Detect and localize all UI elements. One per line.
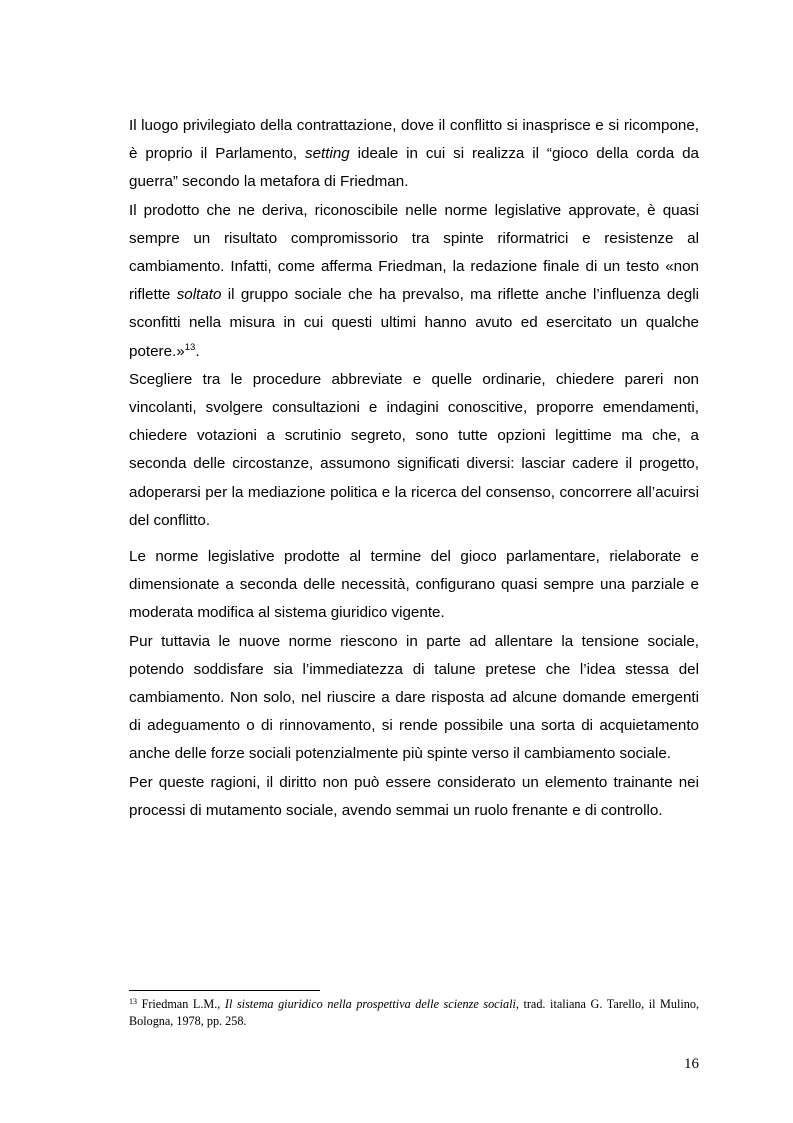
body-text bbox=[129, 112, 699, 825]
paragraph-1-emphasis: setting bbox=[305, 145, 350, 163]
footnote-number: 13 bbox=[129, 997, 137, 1006]
paragraph-3: Scegliere tra le procedure abbreviate e quelle ordinarie, chiedere pareri non vincolanti, svolgere consultazioni e indagini conoscitive, proporre emendamenti, chiedere votazioni a scrutinio segreto, sono tutte opzioni legittime ma che, a seconda delle circostanze, assumono significati diversi: lasciar cadere il progetto, adoperarsi per la mediazione politica e la ricerca del consenso, concorrere all’acuirsi del conflitto. bbox=[129, 370, 699, 529]
paragraph-4: Le norme legislative prodotte al termine del gioco parlamentare, rielaborate e dimensionate a seconda delle necessità, configurano quasi sempre una parziale e moderata modifica al sistema giuridico vigente. bbox=[129, 548, 699, 622]
footnote-author: Friedman L.M., bbox=[137, 997, 225, 1011]
paragraph-2-text-start: Il prodotto che ne deriva, riconoscibile nelle norme legislative approvate, è quasi sempre un risultato compromissorio tra spinte riformatrici e resistenze al cambiamento. Infatti, come afferma Friedman, la redazione finale di un testo «non riflette bbox=[129, 201, 699, 304]
paragraph-5: Pur tuttavia le nuove norme riescono in parte ad allentare la tensione sociale, potendo soddisfare sia l’immediatezza di talune pretese che l’idea stessa del cambiamento. Non solo, nel riuscire a dare risposta ad alcune domande emergenti di adeguamento o di rinnovamento, si rende possibile una sorta di acquietamento anche delle forze sociali potenzialmente più spinte verso il cambiamento sociale. bbox=[129, 632, 699, 763]
footnote-details: , trad. italiana G. Tarello, il Mulino, Bologna, 1978, pp. 258. bbox=[129, 997, 699, 1028]
paragraph-1 bbox=[129, 112, 699, 197]
footnote-title: Il sistema giuridico nella prospettiva delle scienze sociali bbox=[224, 997, 516, 1011]
paragraph-2-tail: . bbox=[195, 342, 200, 360]
footnote-reference[interactable]: 13 bbox=[184, 341, 196, 353]
paragraph-2-text-end: il gruppo sociale che ha prevalso, ma riflette anche l’influenza degli sconfitti nella misura in cui questi ultimi hanno avuto ed esercitato un qualche potere.» bbox=[129, 286, 700, 360]
paragraph-1-text-start: Il luogo privilegiato della contrattazione, dove il conflitto si inasprisce e si ricompone, è proprio il Parlamento, bbox=[129, 117, 699, 163]
footnote-separator bbox=[129, 990, 320, 991]
page-number: 16 bbox=[684, 1056, 699, 1072]
paragraph-2-emphasis: soltato bbox=[176, 286, 222, 304]
footnote bbox=[129, 996, 699, 1030]
paragraph-6: Per queste ragioni, il diritto non può essere considerato un elemento trainante nei processi di mutamento sociale, avendo semmai un ruolo frenante e di controllo. bbox=[129, 773, 699, 819]
paragraph-1-text-end: ideale in cui si realizza il “gioco della corda da guerra” secondo la metafora di Friedman. bbox=[129, 145, 699, 191]
paragraph-2 bbox=[129, 197, 699, 366]
